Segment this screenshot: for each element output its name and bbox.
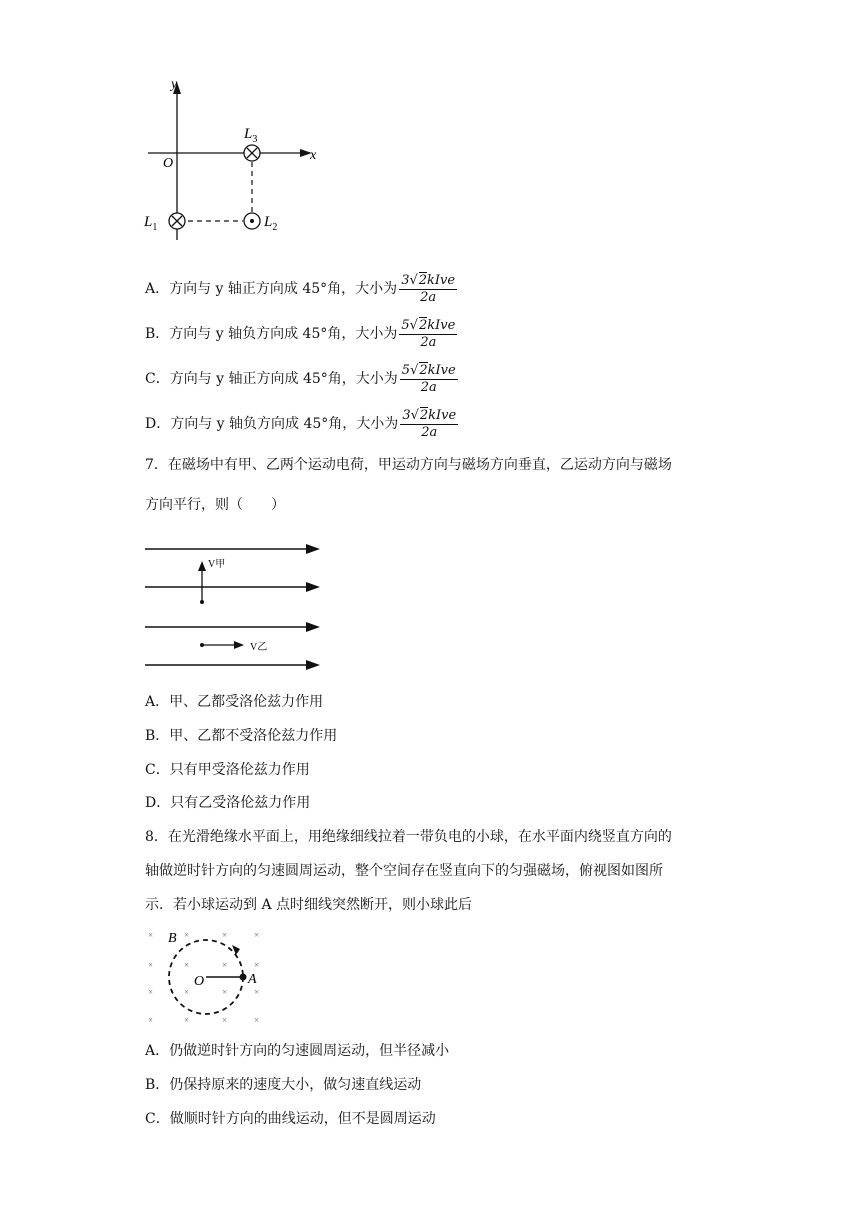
y-axis-label: y xyxy=(171,77,178,92)
origin-label: O xyxy=(163,156,174,171)
svg-text:×: × xyxy=(184,960,190,970)
circular-motion-figure xyxy=(140,925,270,1030)
svg-text:×: × xyxy=(222,960,228,970)
velocity-right-arrow-icon xyxy=(234,641,244,649)
x-axis-label: x xyxy=(310,148,317,163)
q7-option-a[interactable]: A．甲、乙都受洛伦兹力作用 xyxy=(145,694,324,710)
field-arrow-icon xyxy=(306,622,320,632)
field-arrow-icon xyxy=(306,582,320,592)
coordinate-figure xyxy=(140,70,340,250)
q6-option-a[interactable]: A．方向与 y 轴正方向成 45°角，大小为 $\frac{\text{3√2kIve}}{2a}$ xyxy=(145,273,456,305)
q7-stem-line2: 方向平行，则（ ） xyxy=(145,497,285,513)
svg-text:×: × xyxy=(148,987,154,997)
q8-option-b[interactable]: B．仍保持原来的速度大小，做匀速直线运动 xyxy=(145,1077,422,1093)
l3-label: $L_3$ xyxy=(244,126,258,145)
q6-option-d-fraction: $\frac{\text{3√2kIve}}{2a}$ xyxy=(402,408,457,440)
q6-option-b-fraction: $\frac{\text{5√2kIve}}{2a}$ xyxy=(401,318,456,350)
q6-option-b[interactable]: B．方向与 y 轴负方向成 45°角，大小为 $\frac{\text{5√2kIve}}{2a}$ xyxy=(145,318,456,350)
label-v-yi: V乙 xyxy=(250,642,268,653)
svg-text:×: × xyxy=(184,987,190,997)
l1-label: $L_1$ xyxy=(144,214,158,233)
field-arrow-icon xyxy=(306,544,320,554)
label-b: B xyxy=(168,931,177,946)
q8-option-c[interactable]: C．做顺时针方向的曲线运动，但不是圆周运动 xyxy=(145,1111,436,1127)
q6-option-c[interactable]: C．方向与 y 轴正方向成 45°角，大小为 $\frac{\text{5√2kIve}}{2a}$ xyxy=(145,363,456,395)
label-o: O xyxy=(194,974,205,989)
wire-l2-dot-icon xyxy=(244,213,260,229)
svg-text:×: × xyxy=(222,987,228,997)
charged-ball xyxy=(240,974,247,981)
q7-option-d[interactable]: D．只有乙受洛伦兹力作用 xyxy=(145,795,311,811)
counterclockwise-arrow-icon xyxy=(232,945,240,955)
wire-l3-cross-icon xyxy=(244,145,260,161)
svg-text:×: × xyxy=(184,1015,190,1025)
svg-text:×: × xyxy=(254,987,260,997)
q6-option-d[interactable]: D．方向与 y 轴负方向成 45°角，大小为 $\frac{\text{3√2kIve}}{2a}$ xyxy=(145,408,457,440)
svg-text:×: × xyxy=(254,1015,260,1025)
svg-text:×: × xyxy=(254,960,260,970)
q7-stem-line1: 7．在磁场中有甲、乙两个运动电荷，甲运动方向与磁场方向垂直，乙运动方向与磁场 xyxy=(145,457,672,473)
q8-option-a[interactable]: A．仍做逆时针方向的匀速圆周运动，但半径减小 xyxy=(145,1043,450,1059)
label-v-jia: V甲 xyxy=(208,559,226,570)
svg-text:×: × xyxy=(184,930,190,940)
magnetic-field-figure xyxy=(140,535,330,675)
q6-option-c-fraction: $\frac{\text{5√2kIve}}{2a}$ xyxy=(401,363,456,395)
svg-text:×: × xyxy=(222,930,228,940)
l2-label: $L_2$ xyxy=(264,214,278,233)
label-a: A xyxy=(248,972,257,987)
q7-option-c[interactable]: C．只有甲受洛伦兹力作用 xyxy=(145,762,310,778)
q7-option-b[interactable]: B．甲、乙都不受洛伦兹力作用 xyxy=(145,728,338,744)
velocity-up-arrow-icon xyxy=(198,561,206,571)
q8-stem-line3: 示．若小球运动到 A 点时细线突然断开，则小球此后 xyxy=(145,897,473,913)
svg-text:×: × xyxy=(148,930,154,940)
q8-stem-line1: 8．在光滑绝缘水平面上，用绝缘细线拉着一带负电的小球，在水平面内绕竖直方向的 xyxy=(145,829,672,845)
q8-stem-line2: 轴做逆时针方向的匀速圆周运动，整个空间存在竖直向下的匀强磁场，俯视图如图所 xyxy=(145,863,663,879)
svg-text:×: × xyxy=(222,1015,228,1025)
svg-text:×: × xyxy=(148,960,154,970)
wire-l1-cross-icon xyxy=(169,213,185,229)
svg-text:×: × xyxy=(254,930,260,940)
svg-text:×: × xyxy=(148,1015,154,1025)
field-arrow-icon xyxy=(306,660,320,670)
q6-option-a-fraction: $\frac{\text{3√2kIve}}{2a}$ xyxy=(401,273,456,305)
